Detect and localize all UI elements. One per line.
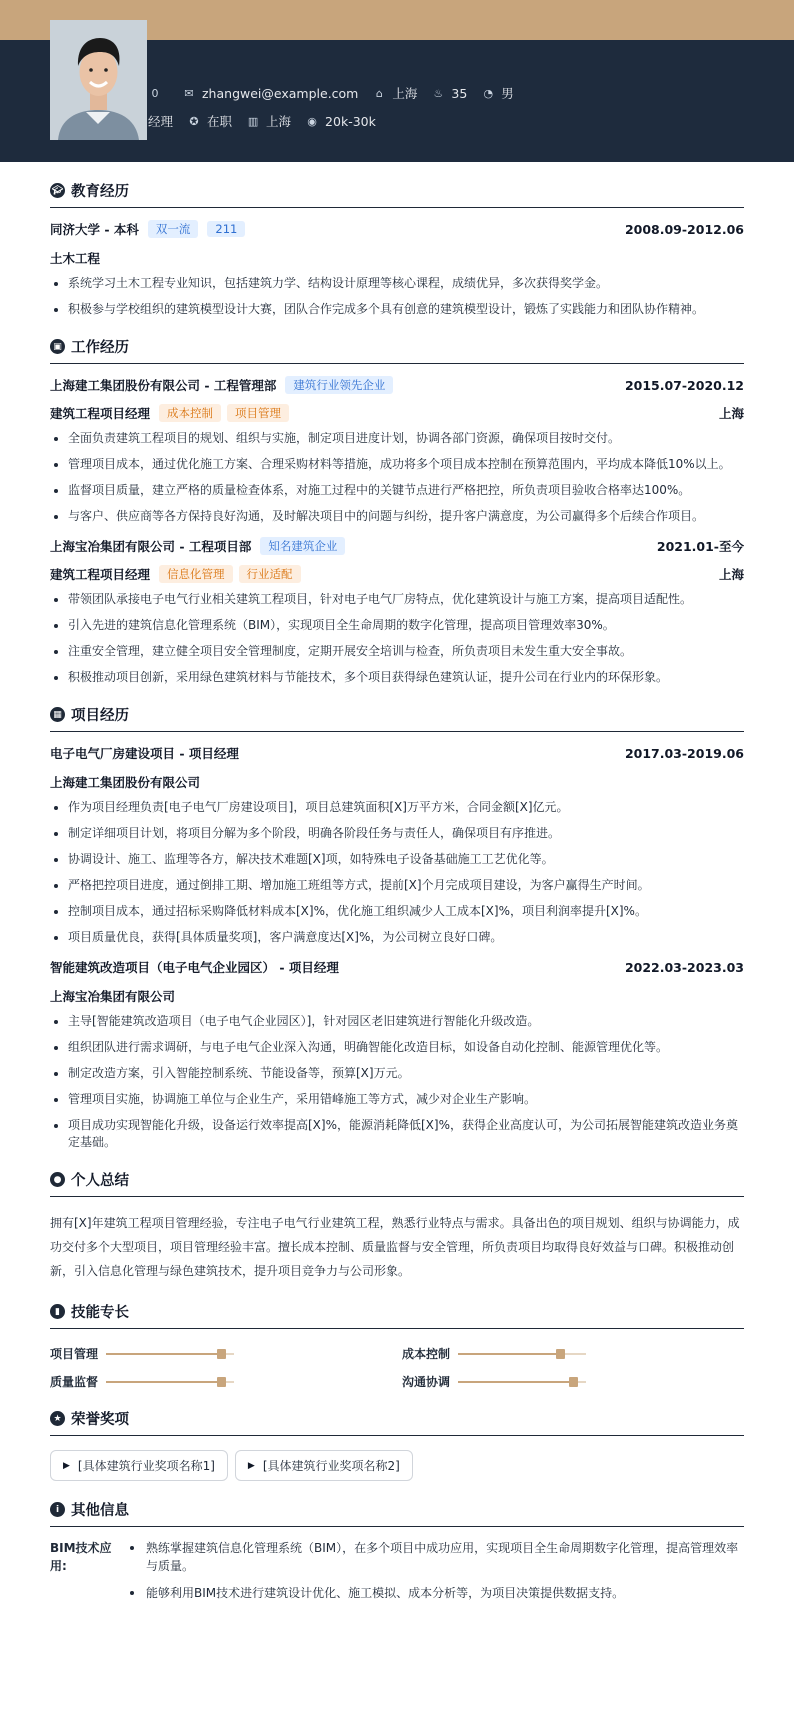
status-item	[187, 112, 232, 130]
list-item: 主导[智能建筑改造项目（电子电气企业园区）]，针对园区老旧建筑进行智能化升级改造。	[50, 1013, 744, 1030]
work-period: 2015.07-2020.12	[624, 377, 744, 393]
list-item: 项目质量优良，获得[具体质量奖项]，客户满意度达[X]%，为公司树立良好口碑。	[50, 929, 744, 946]
company-name: 上海建工集团股份有限公司 - 工程管理部	[50, 378, 277, 393]
award-label: [具体建筑行业奖项名称1]	[77, 1459, 215, 1473]
skill-bar	[458, 1381, 586, 1383]
list-item: 与客户、供应商等各方保持良好沟通，及时解决项目中的问题与纠纷，提升客户满意度，为公司赢得多个后续合作项目。	[50, 508, 744, 525]
status-icon: ✪	[189, 114, 199, 128]
work-location: 上海	[718, 567, 744, 582]
list-item: 控制项目成本，通过招标采购降低材料成本[X]%，优化施工组织减少人工成本[X]%，项目利润率提升[X]%。	[50, 903, 744, 920]
skill-item	[50, 1345, 402, 1362]
city-text: 上海	[392, 86, 418, 101]
skill-level-handle	[569, 1377, 578, 1387]
skills-grid	[50, 1345, 744, 1390]
project-bullets	[50, 1013, 744, 1151]
email-icon: ✉	[184, 86, 194, 100]
project-title: 电子电气厂房建设项目 - 项目经理	[50, 746, 239, 761]
list-item: 能够利用BIM技术进行建筑设计优化、施工模拟、成本分析等，为项目决策提供数据支持。	[124, 1584, 744, 1602]
role-name: 建筑工程项目经理	[50, 567, 151, 582]
award-item[interactable]	[235, 1450, 413, 1481]
work-city-text: 上海	[266, 114, 292, 129]
school-tag: 211	[207, 221, 245, 237]
education-period: 2008.09-2012.06	[624, 221, 744, 237]
work-title: ▣ 工作经历	[50, 336, 744, 364]
work-company-line	[50, 537, 744, 555]
city-item	[372, 84, 417, 102]
skill-item	[50, 1373, 402, 1390]
work-company-line	[50, 376, 744, 394]
awards-title: ★ 荣誉奖项	[50, 1408, 744, 1436]
list-item: 积极推动项目创新，采用绿色建筑材料与节能技术，多个项目获得绿色建筑认证，提升公司在行业内的环保形象。	[50, 669, 744, 686]
award-icon: ★	[50, 1411, 65, 1426]
role-name: 建筑工程项目经理	[50, 406, 151, 421]
award-label: [具体建筑行业奖项名称2]	[262, 1459, 400, 1473]
building-icon: ▥	[247, 114, 259, 128]
skill-name: 质量监督	[50, 1375, 99, 1389]
list-item: 熟练掌握建筑信息化管理系统（BIM），在多个项目中成功应用，实现项目全生命周期数字化管理，提高管理效率与质量。	[124, 1539, 744, 1575]
work-bullets	[50, 430, 744, 525]
education-bullets	[50, 275, 744, 318]
bar-chart-icon: ▮	[50, 1304, 65, 1319]
projects-title: ▦ 项目经历	[50, 704, 744, 732]
salary-icon: ◉	[307, 114, 317, 128]
projects-section	[50, 704, 744, 1151]
skill-name: 成本控制	[402, 1347, 451, 1361]
list-item: 项目成功实现智能化升级，设备运行效率提高[X]%，能源消耗降低[X]%，获得企业高度认可，为公司拓展智能建筑改造业务奠定基础。	[50, 1117, 744, 1151]
skills-title: ▮ 技能专长	[50, 1301, 744, 1329]
briefcase-icon: ▣	[50, 339, 65, 354]
list-item: 协调设计、施工、监理等各方，解决技术难题[X]项，如特殊电子设备基础施工工艺优化等。	[50, 851, 744, 868]
list-item: 引入先进的建筑信息化管理系统（BIM），实现项目全生命周期的数字化管理，提高项目管理效率30%。	[50, 617, 744, 634]
company-name: 上海宝冶集团有限公司 - 工程项目部	[50, 539, 252, 554]
company-tag: 建筑行业领先企业	[285, 376, 393, 394]
role-tag: 项目管理	[227, 404, 289, 422]
skill-item	[402, 1373, 754, 1390]
list-item: 管理项目成本，通过优化施工方案、合理采购材料等措施，成功将多个项目成本控制在预算范围内，平均成本降低10%以上。	[50, 456, 744, 473]
list-item: 带领团队承接电子电气行业相关建筑工程项目，针对电子电气厂房特点，优化建筑设计与施工方案，提高项目适配性。	[50, 591, 744, 608]
salary-item	[305, 114, 376, 129]
play-icon: ▶	[63, 1460, 70, 1471]
skills-section	[50, 1301, 744, 1390]
project-org: 上海建工集团股份有限公司	[50, 775, 201, 790]
other-bullets	[124, 1539, 744, 1611]
list-item: 作为项目经理负责[电子电气厂房建设项目]，项目总建筑面积[X]万平方米，合同金额[X]亿元。	[50, 799, 744, 816]
awards-section	[50, 1408, 744, 1481]
list-item: 组织团队进行需求调研，与电子电气企业深入沟通，明确智能化改造目标，如设备自动化控制、能源管理优化等。	[50, 1039, 744, 1056]
skill-bar	[458, 1353, 586, 1355]
contact-row	[148, 84, 528, 102]
project-period: 2017.03-2019.06	[624, 745, 744, 761]
email-item[interactable]	[182, 86, 358, 101]
email-text: zhangwei@example.com	[202, 85, 359, 101]
summary-section	[50, 1169, 744, 1283]
play-icon: ▶	[247, 1460, 255, 1471]
skill-level-handle	[556, 1349, 565, 1359]
major: 土木工程	[50, 251, 101, 266]
skill-bar	[106, 1381, 234, 1383]
project-period: 2022.03-2023.03	[624, 959, 744, 975]
list-item: 监督项目质量，建立严格的质量检查体系，对施工过程中的关键节点进行严格把控，所负责项目验收合格率达100%。	[50, 482, 744, 499]
work-city-item	[246, 112, 291, 130]
education-line	[50, 220, 744, 238]
work-role-line	[50, 565, 744, 583]
role-tag: 成本控制	[159, 404, 221, 422]
other-label: BIM技术应用:	[50, 1541, 112, 1573]
list-item: 积极参与学校组织的建筑模型设计大赛，团队合作完成多个具有创意的建筑模型设计，锻炼了实践能力和团队协作精神。	[50, 301, 744, 318]
home-icon: ⌂	[375, 86, 383, 100]
phone-icon: 0	[151, 86, 159, 100]
summary-text: 拥有[X]年建筑工程项目管理经验，专注电子电气行业建筑工程，熟悉行业特点与需求。具备出色的项目规划、组织与协调能力，成功交付多个大型项目，项目管理经验丰富。擅长成本控制、质量监督与安全管理，所负责项目均取得良好效益与口碑。积极推动创新，引入信息化管理与绿色建筑技术，提升项目竞争力与公司形象。	[50, 1216, 740, 1278]
skill-name: 沟通协调	[402, 1375, 451, 1389]
other-section	[50, 1499, 744, 1611]
age-text: 35	[451, 85, 468, 101]
list-item: 制定详细项目计划，将项目分解为多个阶段，明确各阶段任务与责任人，确保项目有序推进。	[50, 825, 744, 842]
gender-icon: ◔	[483, 86, 494, 100]
school-tag: 双一流	[148, 220, 199, 238]
job-text: 经理	[148, 114, 174, 129]
profile-photo	[50, 20, 147, 140]
other-row	[50, 1539, 744, 1611]
list-item: 制定改造方案，引入智能控制系统、节能设备等，预算[X]万元。	[50, 1065, 744, 1082]
work-bullets	[50, 591, 744, 686]
work-section	[50, 336, 744, 686]
education-section	[50, 180, 744, 318]
job-item	[148, 112, 173, 130]
profile-header	[0, 40, 794, 162]
list-item: 注重安全管理，建立健全项目安全管理制度，定期开展安全培训与检查，所负责项目未发生重大安全事故。	[50, 643, 744, 660]
summary-title: ● 个人总结	[50, 1169, 744, 1197]
resume-content	[0, 180, 794, 1611]
grid-icon: ▦	[50, 707, 65, 722]
school-name: 同济大学 - 本科	[50, 222, 139, 237]
list-item: 严格把控项目进度，通过倒排工期、增加施工班组等方式，提前[X]个月完成项目建设，为客户赢得生产时间。	[50, 877, 744, 894]
skill-level-handle	[217, 1349, 226, 1359]
work-role-line	[50, 404, 744, 422]
job-row	[148, 112, 390, 130]
list-item: 管理项目实施，协调施工单位与企业生产，采用错峰施工等方式，减少对企业生产影响。	[50, 1091, 744, 1108]
project-bullets	[50, 799, 744, 946]
project-org: 上海宝冶集团有限公司	[50, 989, 176, 1004]
gender-item	[481, 84, 514, 102]
cake-icon: ♨	[433, 86, 444, 100]
gender-text: 男	[501, 86, 514, 101]
status-text: 在职	[207, 114, 233, 129]
salary-text: 20k-30k	[325, 113, 376, 129]
graduation-cap-icon: 🎓︎	[50, 183, 65, 198]
skill-bar	[106, 1353, 234, 1355]
age-item	[431, 86, 467, 101]
list-item: 系统学习土木工程专业知识，包括建筑力学、结构设计原理等核心课程，成绩优异，多次获得奖学金。	[50, 275, 744, 292]
other-title: i 其他信息	[50, 1499, 744, 1527]
project-title: 智能建筑改造项目（电子电气企业园区） - 项目经理	[50, 960, 339, 975]
work-location: 上海	[718, 406, 744, 421]
skill-item	[402, 1345, 754, 1362]
project-line	[50, 744, 744, 762]
list-item: 全面负责建筑工程项目的规划、组织与实施，制定项目进度计划，协调各部门资源，确保项目按时交付。	[50, 430, 744, 447]
award-item[interactable]	[50, 1450, 228, 1481]
user-icon: ●	[50, 1172, 65, 1187]
project-line	[50, 958, 744, 976]
skill-name: 项目管理	[50, 1347, 99, 1361]
info-icon: i	[50, 1502, 65, 1517]
company-tag: 知名建筑企业	[260, 537, 345, 555]
awards-list	[50, 1450, 744, 1481]
phone-item	[148, 87, 168, 100]
education-title: 🎓︎ 教育经历	[50, 180, 744, 208]
role-tag: 行业适配	[239, 565, 301, 583]
work-period: 2021.01-至今	[656, 539, 744, 554]
role-tag: 信息化管理	[159, 565, 233, 583]
skill-level-handle	[217, 1377, 226, 1387]
